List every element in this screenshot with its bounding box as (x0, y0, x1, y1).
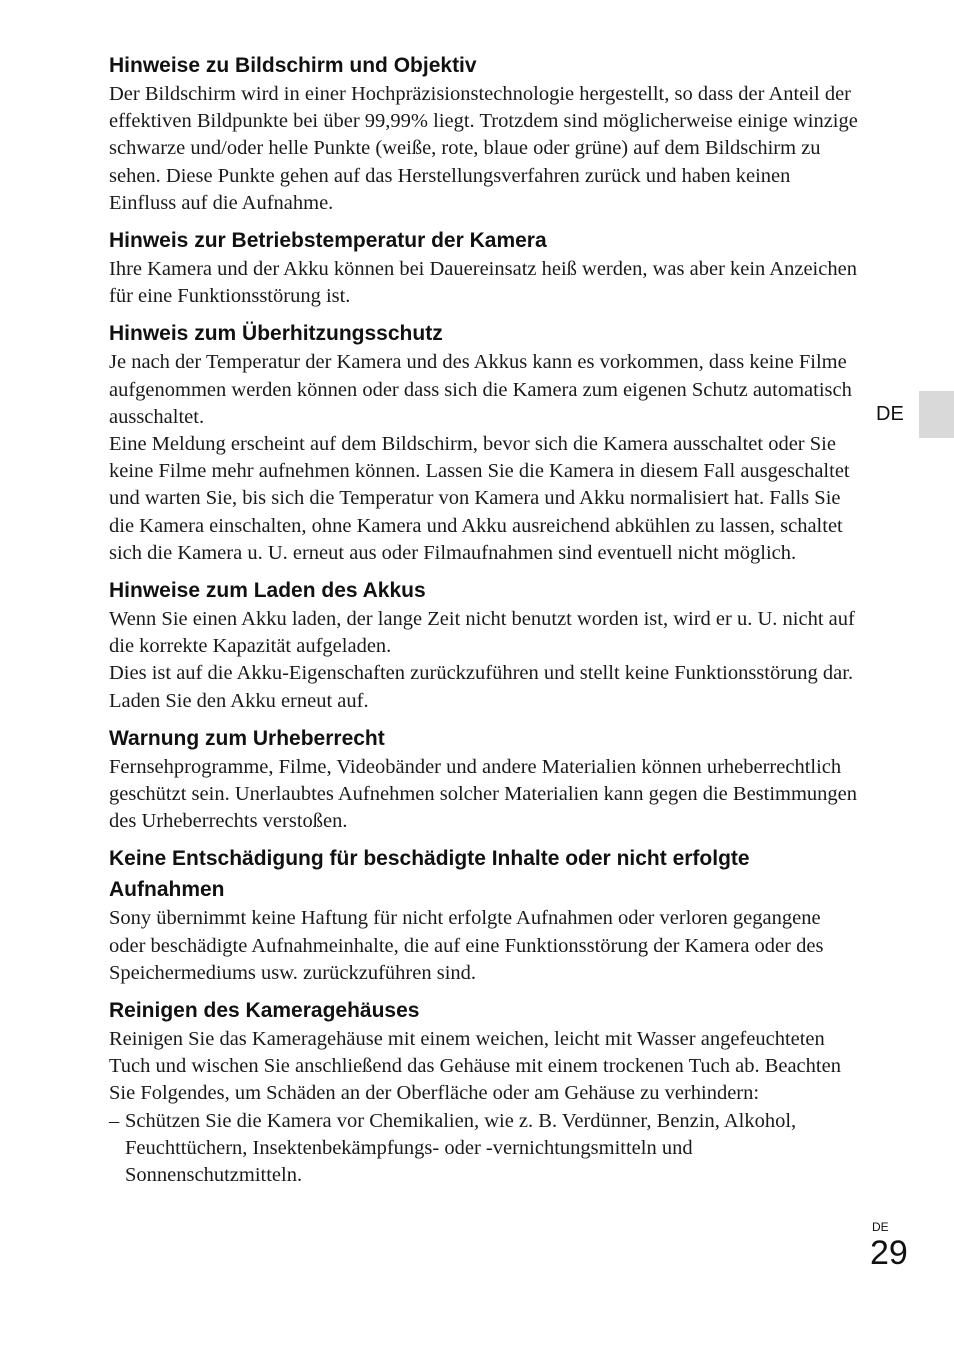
section-paragraph: Der Bildschirm wird in einer Hochpräzisionstechnologie hergestellt, so dass der Anteil der effektiven Bildpunkte bei über 99,99% liegt. Trotzdem sind möglicherweise einige winzige schwarze und/oder helle Punkte (weiße, rote, blaue oder grüne) auf dem Bildschirm zu sehen. Diese Punkte gehen auf das Herstellungsverfahren zurück und haben keinen Einfluss auf die Aufnahme. (109, 83, 858, 214)
section-paragraph: Dies ist auf die Akku-Eigenschaften zurückzuführen und stellt keine Funktionsstörung dar. Laden Sie den Akku erneut auf. (109, 662, 854, 712)
section-paragraph: Eine Meldung erscheint auf dem Bildschirm, bevor sich die Kamera ausschaltet oder Sie keine Filme mehr aufnehmen können. Lassen Sie die Kamera in diesem Fall ausgeschaltet und warten Sie, bis sich die Temperatur von Kamera und Akku normalisiert hat. Falls Sie die Kamera einschalten, ohne Kamera und Akku ausreichend abkühlen zu lassen, schaltet sich die Kamera u. U. erneut aus oder Filmaufnahmen sind eventuell nicht möglich. (109, 433, 850, 564)
section-paragraph: Je nach der Temperatur der Kamera und des Akkus kann es vorkommen, dass keine Filme aufgenommen werden können oder dass sich die Kamera zum eigenen Schutz automatisch ausschaltet. (109, 351, 852, 428)
section-cleaning (109, 995, 861, 1189)
section-heading: Hinweise zu Bildschirm und Objektiv (109, 54, 477, 77)
section-paragraph: Fernsehprogramme, Filme, Videobänder und andere Materialien können urheberrechtlich geschützt sein. Unerlaubtes Aufnehmen solcher Materialien kann gegen die Bestimmungen des Urheberrechts verstoßen. (109, 755, 858, 833)
section-heading: Hinweis zum Überhitzungsschutz (109, 322, 443, 346)
section-paragraph: Ihre Kamera und der Akku können bei Dauereinsatz heiß werden, was aber kein Anzeichen für eine Funktionsstörung ist. (109, 258, 857, 308)
section-paragraph: Sony übernimmt keine Haftung für nicht erfolgte Aufnahmen oder verloren gegangene oder beschädigte Aufnahmeinhalte, die auf eine Funktionsstörung der Kamera oder des Speichermediums usw. zurückzuführen sind. (109, 907, 824, 984)
section-paragraph: Wenn Sie einen Akku laden, der lange Zeit nicht benutzt worden ist, wird er u. U. nicht auf die korrekte Kapazität aufgeladen. (109, 608, 855, 658)
section-heading: Warnung zum Urheberrecht (109, 726, 385, 750)
page-number: 29 (870, 1234, 908, 1272)
section-copyright (109, 723, 861, 836)
section-heading: Reinigen des Kameragehäuses (109, 999, 420, 1023)
section-no-compensation (109, 843, 861, 987)
bullet-dash: – (109, 1109, 120, 1132)
section-battery-charging (109, 575, 861, 715)
section-heading: Hinweis zur Betriebstemperatur der Kamera (109, 229, 547, 253)
page-content (109, 50, 861, 1197)
side-tab-marker (919, 391, 954, 438)
bullet-item (109, 1108, 861, 1190)
footer-language: DE (872, 1220, 889, 1234)
section-operating-temperature (109, 225, 861, 310)
section-heading: Keine Entschädigung für beschädigte Inhalte oder nicht erfolgte Aufnahmen (109, 847, 750, 902)
section-display-lens (109, 50, 861, 217)
side-tab-label: DE (876, 403, 904, 425)
section-overheating (109, 318, 861, 567)
section-paragraph: Reinigen Sie das Kameragehäuse mit einem weichen, leicht mit Wasser angefeuchteten Tuch und wischen Sie anschließend das Gehäuse mit einem trockenen Tuch ab. Beachten Sie Folgendes, um Schäden an der Oberfläche oder am Gehäuse zu verhindern: (109, 1028, 841, 1105)
section-heading: Hinweise zum Laden des Akkus (109, 579, 426, 603)
bullet-text: Schützen Sie die Kamera vor Chemikalien, wie z. B. Verdünner, Benzin, Alkohol, Feuchttüchern, Insektenbekämpfungs- oder -vernichtungsmitteln und Sonnenschutzmitteln. (125, 1109, 797, 1187)
